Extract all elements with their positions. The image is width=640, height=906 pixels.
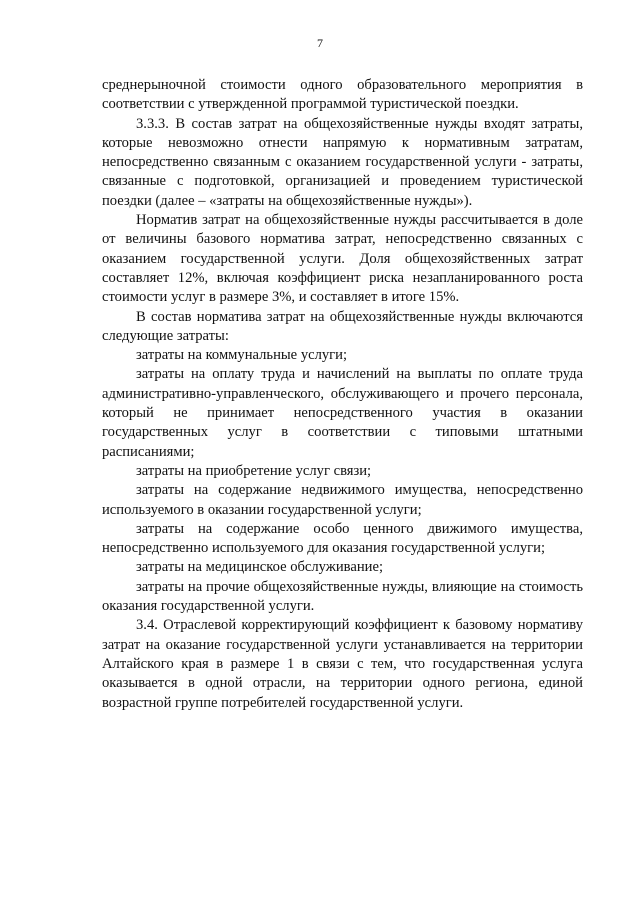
paragraph: 3.3.3. В состав затрат на общехозяйственные нужды входят затраты, которые невозможно отнести напрямую к нормативным затратам, непосредственно связанным с оказанием государственной услуги - затраты, связанные с подготовкой, организацией и проведением туристической поездки (далее – «затраты на общехозяйственные нужды»). [102, 115, 583, 209]
document-body [102, 76, 583, 713]
list-item: затраты на медицинское обслуживание; [136, 559, 384, 576]
list-item: затраты на оплату труда и начислений на выплаты по оплате труда административно-управленческого, обслуживающего и прочего персонала, который не принимает непосредственного участия в оказании государственных услуг в соответствии с типовыми штатными расписаниями; [102, 366, 583, 460]
paragraph: Норматив затрат на общехозяйственные нужды рассчитывается в доле от величины базового норматива затрат, непосредственно связанных с оказанием государственной услуги. Доля общехозяйственных затрат составляет 12%, включая коэффициент риска незапланированного роста стоимости услуг в размере 3%, и составляет в итоге 15%. [102, 212, 583, 306]
list-item: затраты на содержание недвижимого имущества, непосредственно используемого в оказании государственной услуги; [102, 482, 583, 518]
list-item: затраты на содержание особо ценного движимого имущества, непосредственно используемого для оказания государственной услуги; [102, 520, 583, 557]
list-item: затраты на прочие общехозяйственные нужды, влияющие на стоимость оказания государственной услуги. [102, 578, 583, 615]
paragraph: 3.4. Отраслевой корректирующий коэффициент к базовому нормативу затрат на оказание государственной услуги устанавливается на территории Алтайского края в размере 1 в связи с тем, что государственная услуга оказывается в одной отрасли, на территории одного региона, единой возрастной группе потребителей государственной услуги. [102, 617, 583, 711]
paragraph: В состав норматива затрат на общехозяйственные нужды включаются следующие затраты: [102, 308, 583, 344]
paragraph: среднерыночной стоимости одного образовательного мероприятия в соответствии с утвержденной программой туристической поездки. [102, 77, 583, 113]
list-item: затраты на приобретение услуг связи; [136, 462, 372, 479]
list-item: затраты на коммунальные услуги; [136, 347, 348, 364]
page-number: 7 [317, 36, 323, 50]
